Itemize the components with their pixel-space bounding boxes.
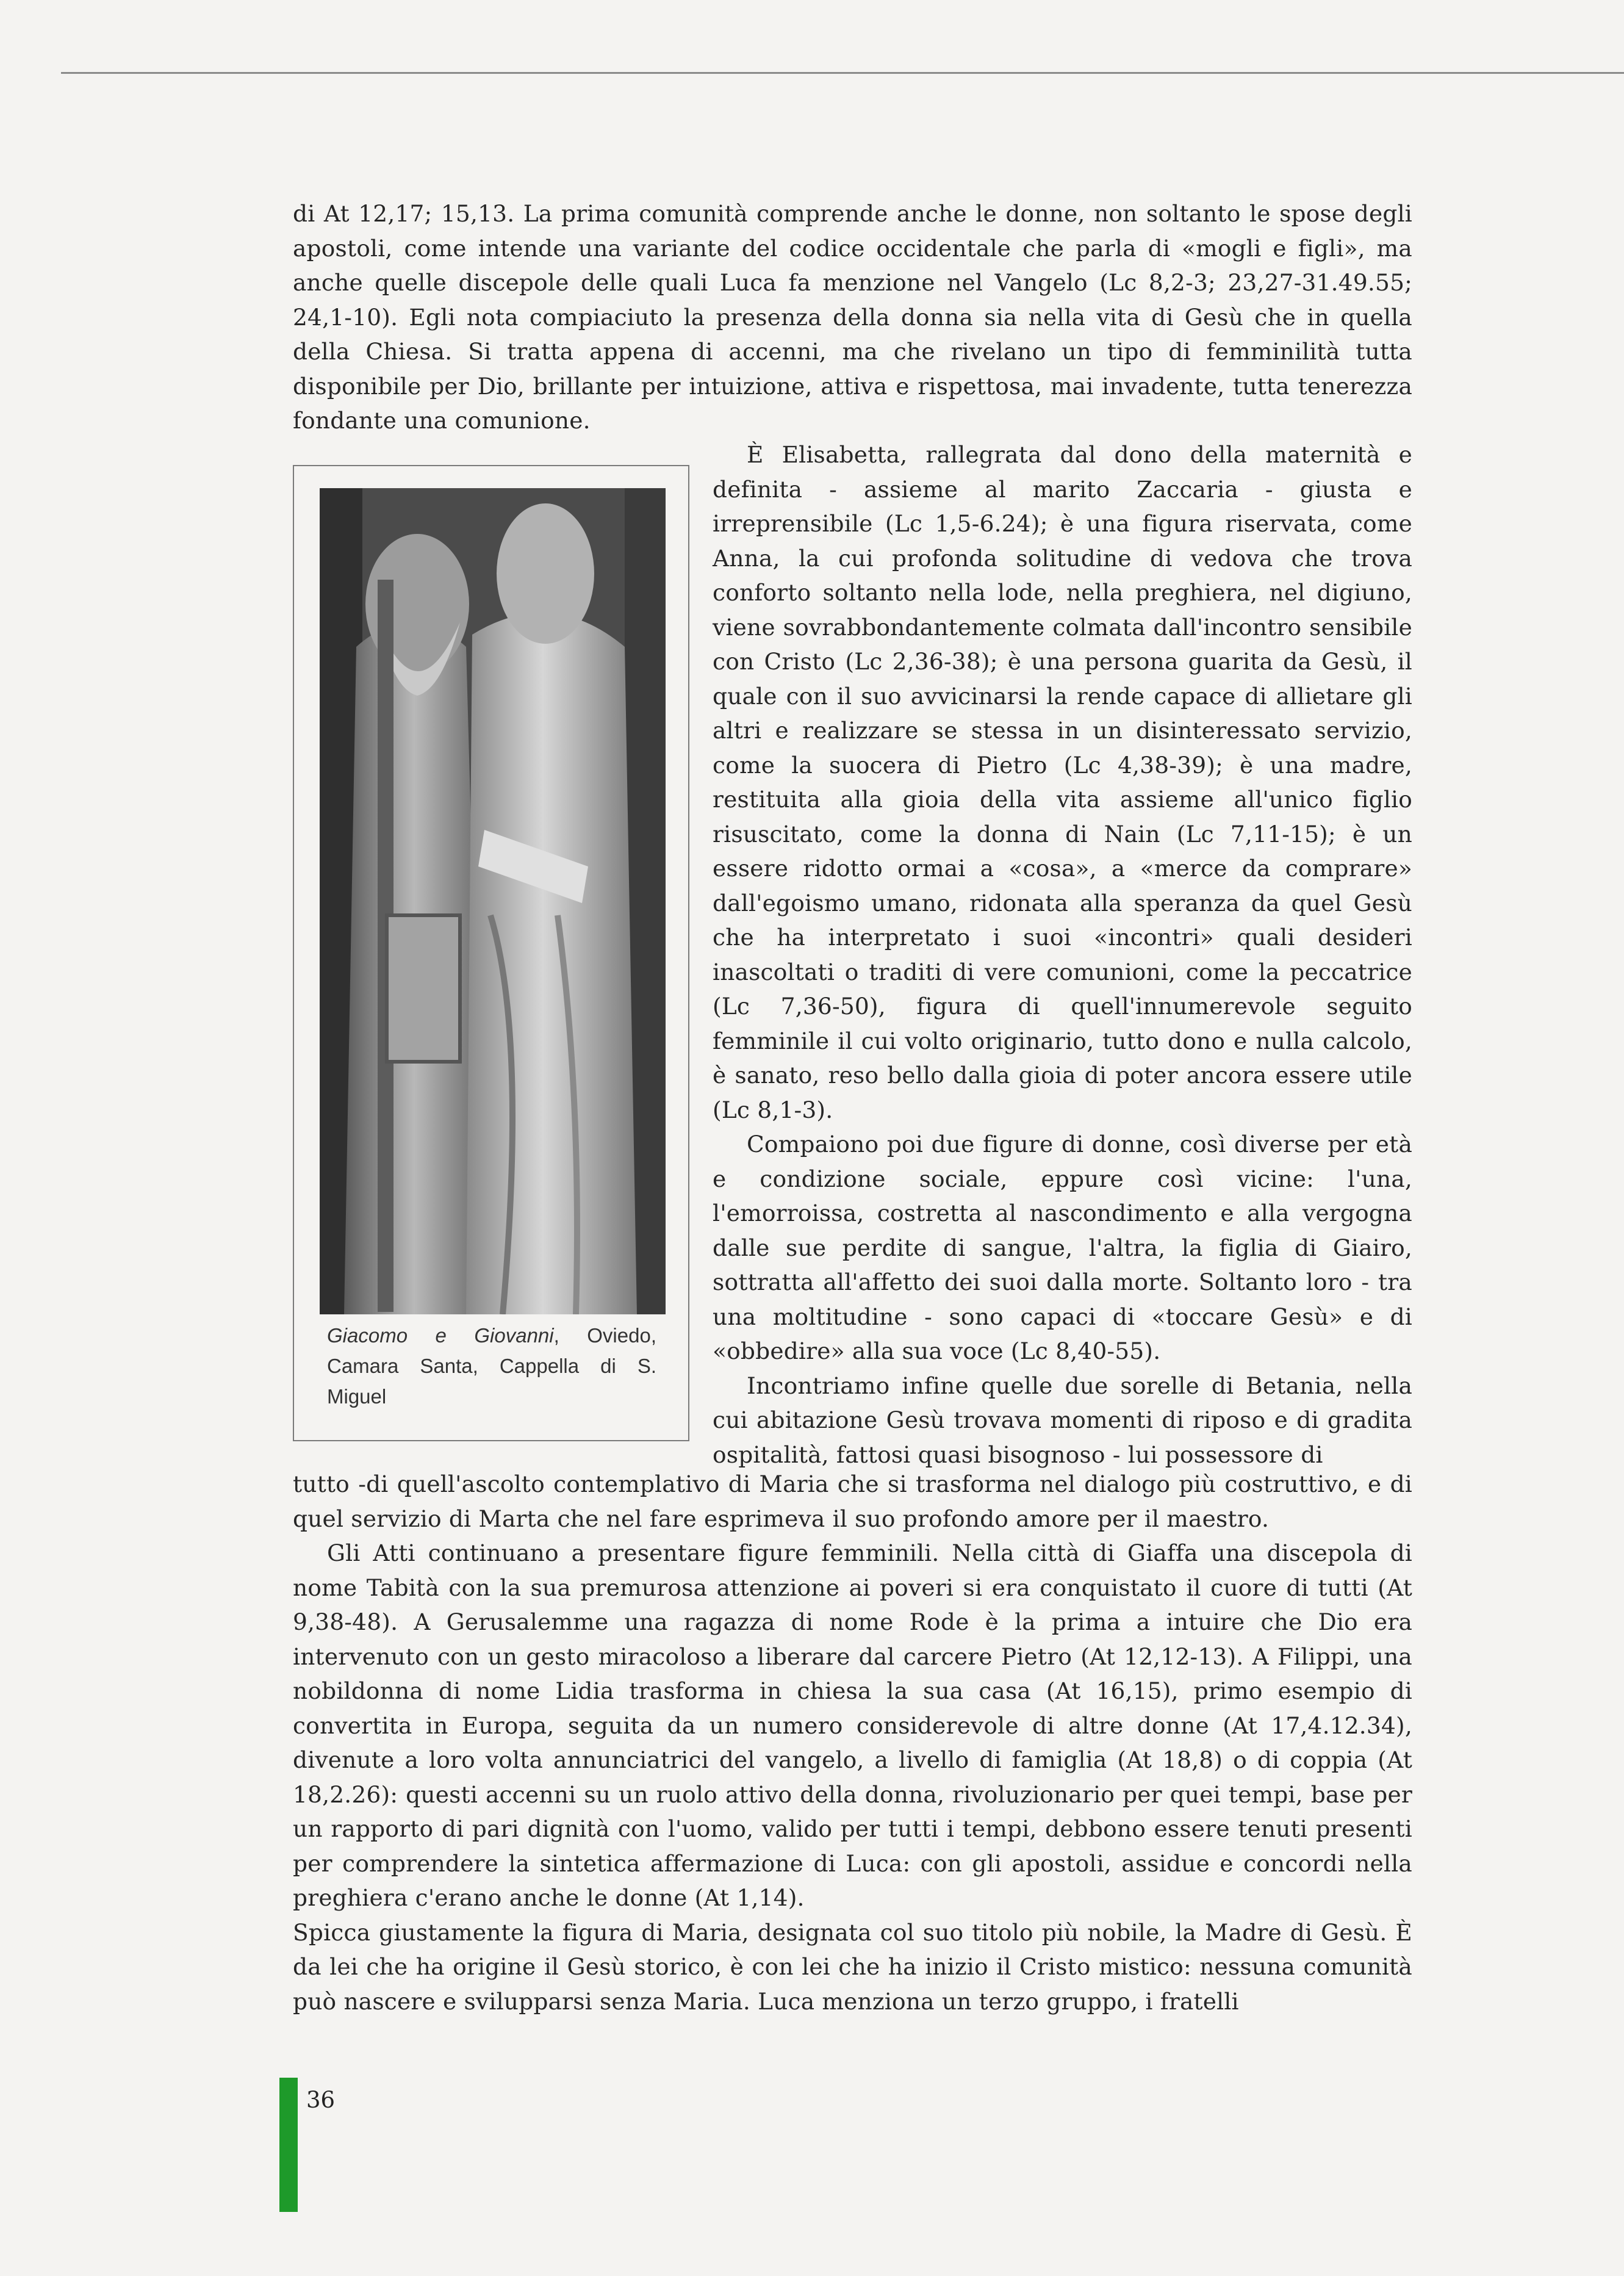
figure-box <box>293 465 689 1441</box>
page-number: 36 <box>306 2087 336 2113</box>
paragraph-4a: Incontriamo infine quelle due sorelle di Betania, nella cui abitazione Gesù trovava momenti di riposo e di gradita ospitalità, fattosi quasi bisognoso - lui possessore di <box>713 1372 1412 1468</box>
statue-photo <box>320 488 666 1314</box>
caption-place: , Oviedo, Camara Santa, Cappella di S. Miguel <box>327 1324 656 1408</box>
paragraph-6: Spicca giustamente la figura di Maria, designata col suo titolo più nobile, la Madre di Gesù. È da lei che ha origine il Gesù storico, è con lei che ha inizio il Cristo mistico: nessuna comunità può nascere e svilupparsi senza Maria. Luca menziona un terzo gruppo, i fratelli <box>293 1918 1412 2015</box>
paragraph-4b: tutto -di quell'ascolto contemplativo di Maria che si trasforma nel dialogo più costruttivo, e di quel servizio di Marta che nel fare esprimeva il suo profondo amore per il maestro. <box>293 1471 1412 1532</box>
paragraph-3: Compaiono poi due figure di donne, così diverse per età e condizione sociale, eppure così vicine: l'una, l'emorroissa, costretta al nascondimento e alla vergogna dalle sue perdite di sangue, l'altra, la figlia di Giairo, sottratta all'affetto dei suoi dalla morte. Soltanto loro - tra una moltitudine - sono capaci di «toccare Gesù» e di «obbedire» alla sua voce (Lc 8,40-55). <box>713 1131 1412 1364</box>
wrapped-text <box>713 438 1412 1472</box>
statue-illustration <box>320 488 666 1314</box>
paragraph-1: di At 12,17; 15,13. La prima comunità comprende anche le donne, non soltanto le spose degli apostoli, come intende una variante del codice occidentale che parla di «mogli e figli», ma anche quelle discepole delle quali Luca fa menzione nel Vangelo (Lc 8,2-3; 23,27-31.49.55; 24,1-10). Egli nota compiaciuto la presenza della donna sia nella vita di Gesù che in quella della Chiesa. Si tratta appena di accenni, ma che rivelano un tipo di femminilità tutta disponibile per Dio, brillante per intuizione, attiva e rispettosa, mai invadente, tutta tenerezza fondante una comunione. <box>293 200 1412 434</box>
paragraph-2: È Elisabetta, rallegrata dal dono della maternità e definita - assieme al marito Zaccaria - giusta e irreprensibile (Lc 1,5-6.24); è una figura riservata, come Anna, la cui profonda solitudine di vedova che trova conforto soltanto nella lode, nella preghiera, nel digiuno, viene sovrabbondantemente colmata dall'incontro sensibile con Cristo (Lc 2,36-38); è una persona guarita da Gesù, il quale con il suo avvicinarsi la rende capace di allietare gli altri e realizzare se stessa in un disinteressato servizio, come la suocera di Pietro (Lc 4,38-39); è una madre, restituita alla gioia della vita assieme all'unico figlio risuscitato, come la donna di Nain (Lc 7,11-15); è un essere ridotto ormai a «cosa», a «merce da comprare» dall'egoismo umano, ridonata alla speranza da quel Gesù che ha interpretato i suoi «incontri» quali desideri inascoltati o traditi di vere comunioni, come la peccatrice (Lc 7,36-50), figura di quell'innumerevole seguito femminile il cui volto originario, tutto dono e nulla calcolo, è sanato, reso bello dalla gioia di poter ancora essere utile (Lc 8,1-3). <box>713 441 1412 1123</box>
figure-caption <box>327 1320 656 1412</box>
full-text <box>293 1467 1412 2019</box>
paragraph-intro <box>293 196 1412 438</box>
top-rule <box>61 72 1624 74</box>
caption-names: Giacomo e Giovanni <box>327 1324 554 1347</box>
page-marker-bar <box>279 2078 298 2212</box>
paragraph-5: Gli Atti continuano a presentare figure femminili. Nella città di Giaffa una discepola di nome Tabità con la sua premurosa attenzione ai poveri si era conquistato il cuore di tutti (At 9,38-48). A Gerusalemme una ragazza di nome Rode è la prima a intuire che Dio era intervenuto con un gesto miracoloso a liberare dal carcere Pietro (At 12,12-13). A Filippi, una nobildonna di nome Lidia trasforma in chiesa la sua casa (At 16,15), primo esempio di convertita in Europa, seguita da un numero considerevole di altre donne (At 17,4.12.34), divenute a loro volta annunciatrici del vangelo, a livello di famiglia (At 18,8) o di coppia (At 18,2.26): questi accenni su un ruolo attivo della donna, rivoluzionario per quei tempi, base per un rapporto di pari dignità con l'uomo, valido per tutti i tempi, debbono essere tenuti presenti per comprendere la sintetica affermazione di Luca: con gli apostoli, assidue e concordi nella preghiera c'erano anche le donne (At 1,14). <box>293 1540 1412 1911</box>
